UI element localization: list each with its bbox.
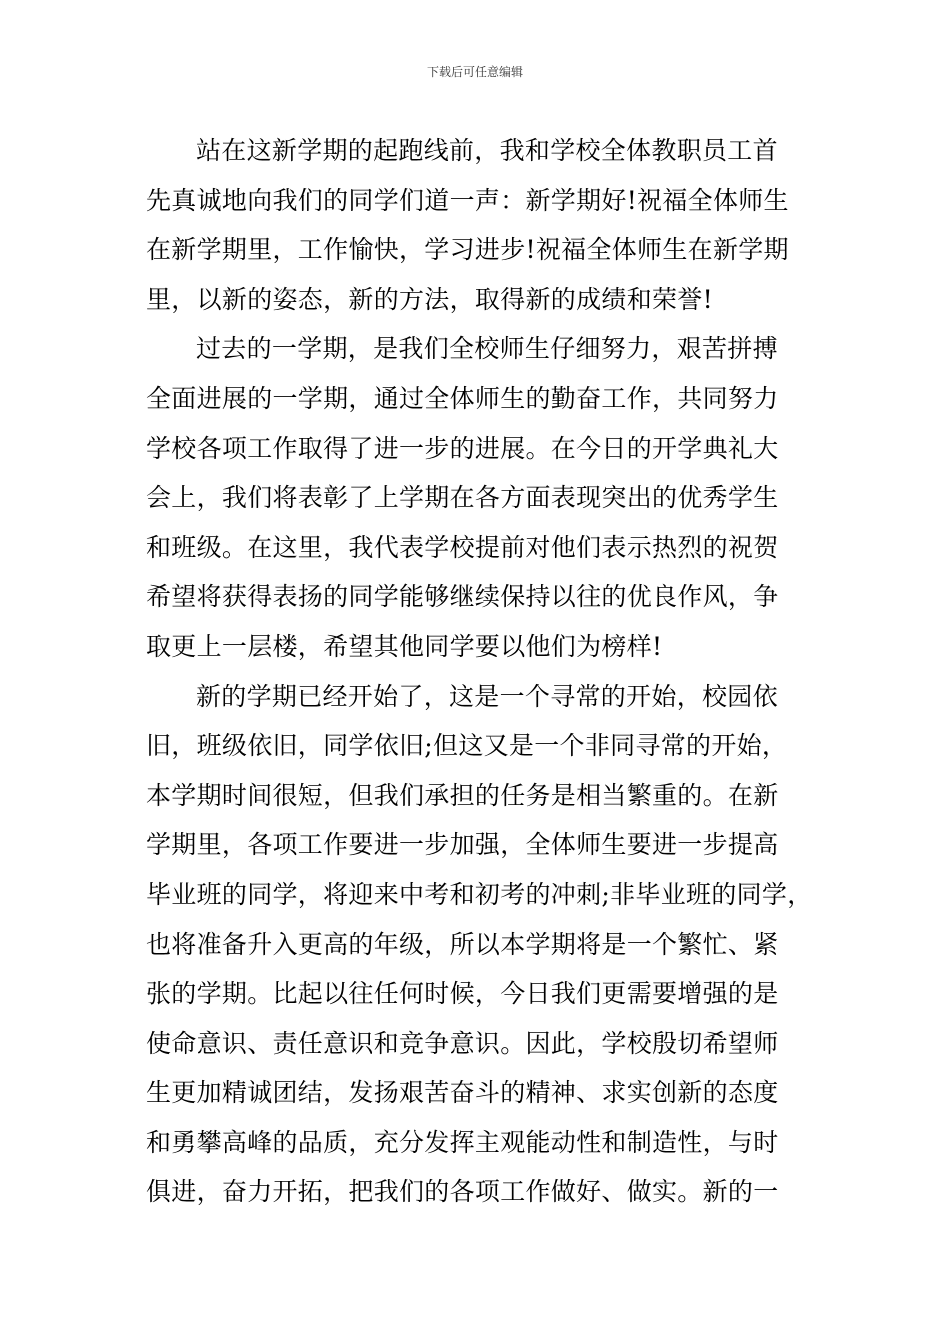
text-line: 在新学期里，工作愉快，学习进步!祝福全体师生在新学期 (146, 235, 789, 265)
text-line: 过去的一学期，是我们全校师生仔细努力，艰苦拼搏 (196, 334, 778, 364)
document-body (146, 126, 836, 1217)
page-header: 下载后可任意编辑 (426, 65, 523, 79)
text-line: 和班级。在这里，我代表学校提前对他们表示热烈的祝贺 (146, 532, 779, 562)
text-line: 学校各项工作取得了进一步的进展。在今日的开学典礼大 (146, 433, 779, 463)
text-line: 取更上一层楼，希望其他同学要以他们为榜样! (146, 631, 663, 661)
text-line: 也将准备升入更高的年级，所以本学期将是一个繁忙、紧 (146, 929, 779, 959)
text-line: 毕业班的同学，将迎来中考和初考的冲刺;非毕业班的同学， (146, 879, 813, 909)
text-line: 生更加精诚团结，发扬艰苦奋斗的精神、求实创新的态度 (146, 1078, 779, 1108)
text-line: 使命意识、责任意识和竞争意识。因此，学校殷切希望师 (146, 1028, 779, 1058)
text-line: 希望将获得表扬的同学能够继续保持以往的优良作风，争 (146, 582, 779, 612)
text-line: 新的学期已经开始了，这是一个寻常的开始，校园依 (196, 681, 778, 711)
text-line: 站在这新学期的起跑线前，我和学校全体教职员工首 (196, 136, 778, 165)
text-line: 先真诚地向我们的同学们道一声：新学期好!祝福全体师生 (146, 185, 789, 215)
text-line: 和勇攀高峰的品质，充分发挥主观能动性和制造性，与时 (146, 1127, 779, 1157)
text-line: 里，以新的姿态，新的方法，取得新的成绩和荣誉! (146, 284, 713, 314)
text-line: 本学期时间很短，但我们承担的任务是相当繁重的。在新 (146, 780, 779, 810)
text-line: 张的学期。比起以往任何时候，今日我们更需要增强的是 (146, 979, 779, 1009)
text-line: 全面进展的一学期，通过全体师生的勤奋工作，共同努力 (146, 383, 779, 413)
text-line: 学期里，各项工作要进一步加强，全体师生要进一步提高 (146, 830, 779, 860)
text-line: 俱进，奋力开拓，把我们的各项工作做好、做实。新的一 (146, 1177, 779, 1207)
text-line: 会上，我们将表彰了上学期在各方面表现突出的优秀学生 (146, 483, 779, 513)
text-line: 旧，班级依旧，同学依旧;但这又是一个非同寻常的开始， (146, 731, 788, 761)
